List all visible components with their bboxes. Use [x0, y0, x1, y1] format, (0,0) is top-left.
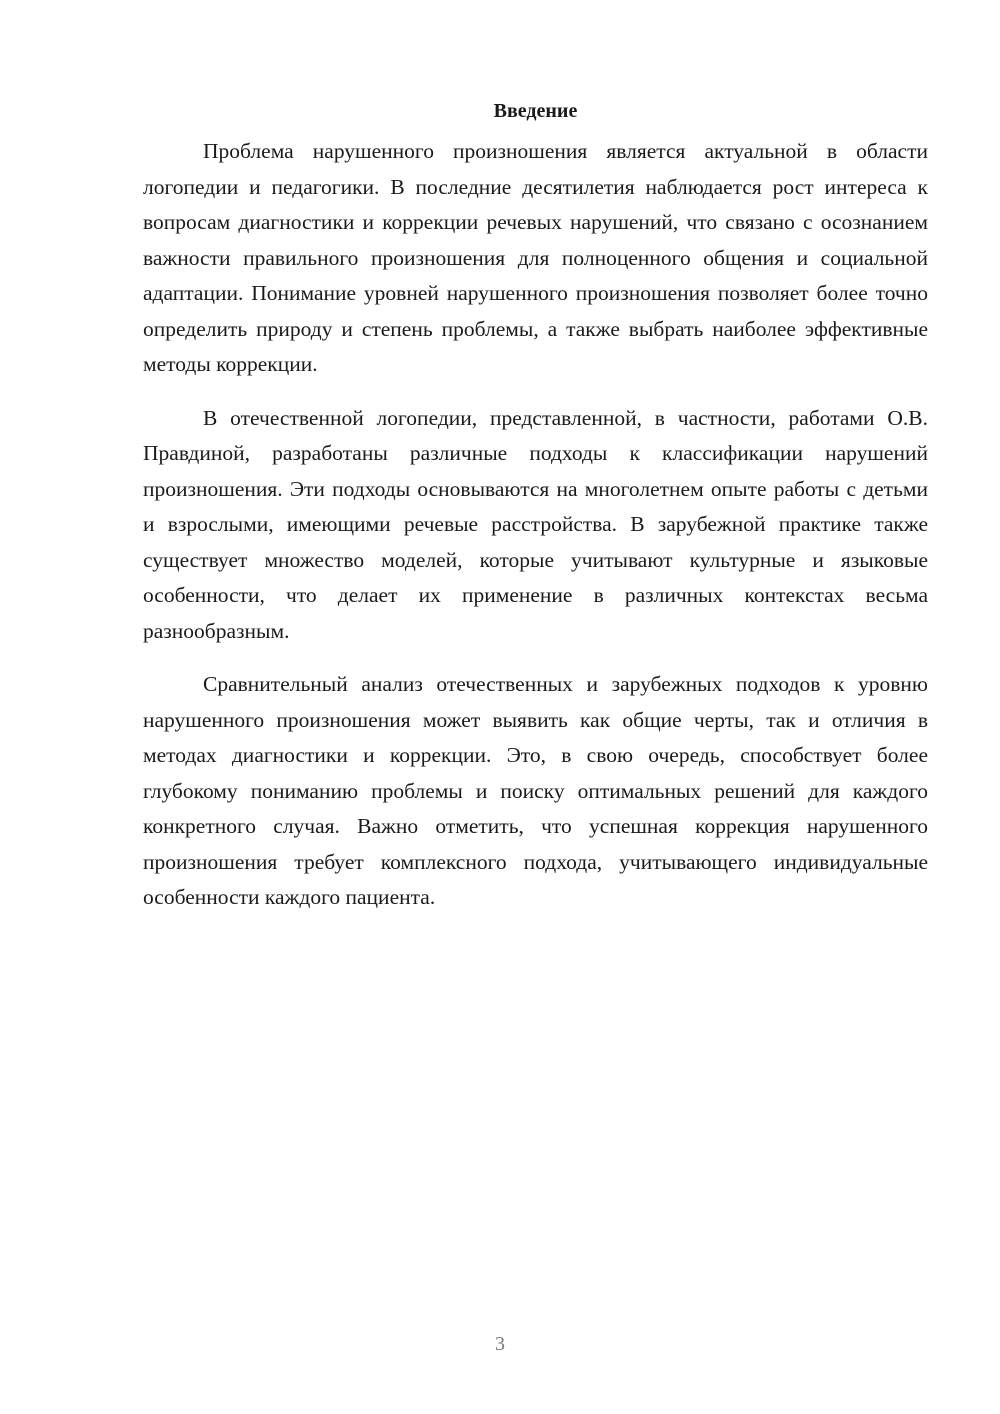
- page-number: 3: [495, 1333, 505, 1355]
- section-heading: Введение: [493, 100, 578, 122]
- paragraph-3: Сравнительный анализ отечественных и зарубежных подходов к уровню нарушенного произношения может выявить как общие черты, так и отличия в методах диагностики и коррекции. Это, в свою очередь, способствует более глубокому пониманию проблемы и поиску оптимальных решений для каждого конкретного случая. Важно отметить, что успешная коррекция нарушенного произношения требует комплексного подхода, учитывающего индивидуальные особенности каждого пациента.: [143, 672, 928, 909]
- page-content: [143, 96, 928, 934]
- paragraph-2: В отечественной логопедии, представленной, в частности, работами О.В. Правдиной, разработаны различные подходы к классификации нарушений произношения. Эти подходы основываются на многолетнем опыте работы с детьми и взрослыми, имеющими речевые расстройства. В зарубежной практике также существует множество моделей, которые учитывают культурные и языковые особенности, что делает их применение в различных контекстах весьма разнообразным.: [143, 405, 928, 643]
- paragraph-1: Проблема нарушенного произношения является актуальной в области логопедии и педагогики. В последние десятилетия наблюдается рост интереса к вопросам диагностики и коррекции речевых нарушений, что связано с осознанием важности правильного произношения для полноценного общения и социальной адаптации. Понимание уровней нарушенного произношения позволяет более точно определить природу и степень проблемы, а также выбрать наиболее эффективные методы коррекции.: [143, 139, 928, 376]
